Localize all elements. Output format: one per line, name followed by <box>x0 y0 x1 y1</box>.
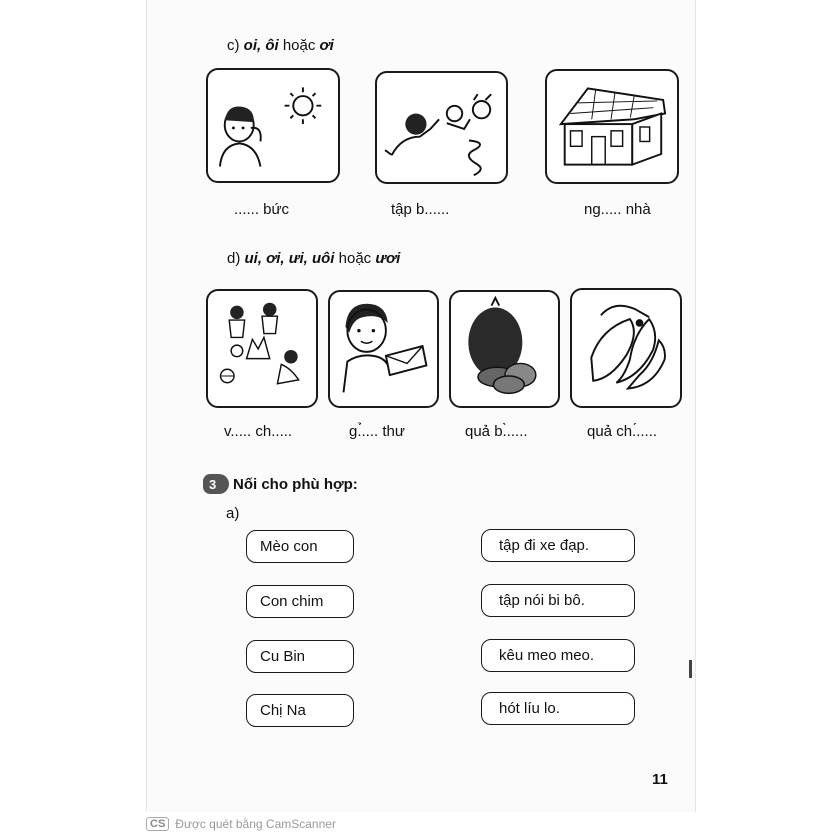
picture-house <box>545 69 679 184</box>
section-d-options: ui, ơi, ưi, uôi <box>244 250 335 267</box>
exercise-number-badge: 3 <box>203 474 229 494</box>
section-c-last-option: ơi <box>319 37 334 54</box>
scanner-footer <box>146 817 336 831</box>
section-c-options: oi, ôi <box>243 37 279 54</box>
sapodilla-illustration <box>451 292 558 406</box>
caption-c-2: tập b...... <box>391 201 450 218</box>
scanner-footer-text: Được quét bằng CamScanner <box>175 817 336 831</box>
exercise-3-title: Nối cho phù hợp: <box>233 475 358 493</box>
sweating-boy-illustration <box>208 70 338 181</box>
match-left-3[interactable]: Cu Bin <box>246 640 354 673</box>
picture-sweating-boy <box>206 68 340 183</box>
boy-letter-illustration <box>330 292 437 406</box>
match-left-4[interactable]: Chị Na <box>246 694 354 727</box>
picture-bananas <box>570 288 682 408</box>
section-c-title <box>227 37 334 54</box>
match-right-2[interactable]: tập nói bi bô. <box>481 584 635 617</box>
match-right-4[interactable]: hót líu lo. <box>481 692 635 725</box>
exercise-3-part-a: a) <box>226 505 240 522</box>
match-right-1[interactable]: tập đi xe đạp. <box>481 529 635 562</box>
picture-waving-people <box>375 71 508 184</box>
section-d-joiner: hoặc <box>334 250 376 267</box>
caption-d-4: quả ch.́..... <box>587 423 658 440</box>
caption-d-1: v..... ch..... <box>224 423 293 440</box>
section-d-last-option: ươi <box>375 250 401 267</box>
section-d-prefix: d) <box>227 250 245 267</box>
page-number: 11 <box>652 771 668 788</box>
match-left-1[interactable]: Mèo con <box>246 530 354 563</box>
caption-d-2: g.̉.... thư <box>349 423 405 440</box>
picture-boy-letter <box>328 290 439 408</box>
camscanner-logo-icon: CS <box>146 817 169 831</box>
house-illustration <box>547 71 677 182</box>
picture-sapodilla <box>449 290 560 408</box>
caption-d-3: quả b.̀..... <box>465 423 528 440</box>
section-d-title <box>227 250 400 267</box>
picture-children-sandcastle <box>206 289 318 408</box>
match-right-3[interactable]: kêu meo meo. <box>481 639 635 672</box>
match-left-2[interactable]: Con chim <box>246 585 354 618</box>
caption-c-3: ng..... nhà <box>584 201 651 218</box>
waving-people-illustration <box>377 73 506 182</box>
section-c-joiner: hoặc <box>278 37 320 54</box>
caption-c-1: ...... bức <box>234 201 290 218</box>
exercise-3-header <box>203 474 358 494</box>
page-edge-mark <box>689 660 692 678</box>
sandcastle-illustration <box>208 291 316 406</box>
bananas-illustration <box>572 290 680 406</box>
section-c-prefix: c) <box>227 37 244 54</box>
